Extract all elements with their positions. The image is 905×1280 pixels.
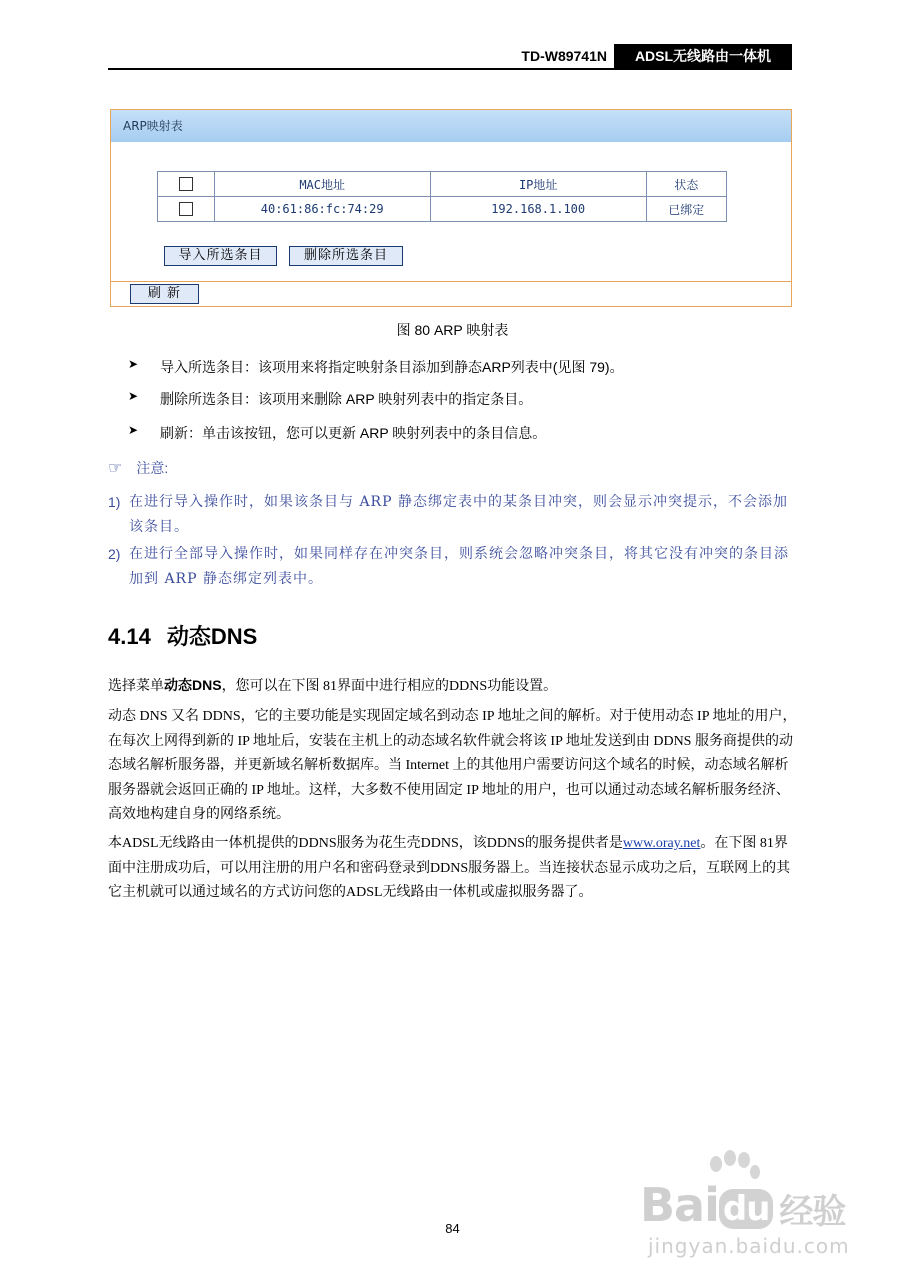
note-heading bbox=[108, 458, 168, 478]
oray-link[interactable]: www.oray.net bbox=[622, 836, 701, 851]
select-all-cell[interactable] bbox=[158, 172, 215, 197]
col-ip: IP地址 bbox=[430, 172, 646, 197]
section-title: 动态DNS bbox=[166, 624, 258, 649]
section-heading bbox=[108, 620, 257, 651]
watermark-brand bbox=[640, 1178, 845, 1233]
p3-text-post: 。在下图 81界面中注册成功后，可以用注册的用户名和密码登录到DDNS服务器上。当连接状态显示成功之后，互联网上的其它主机就可以通过域名的方式访问您的ADSL无线路由一体机或虚拟服务器了。 bbox=[108, 836, 791, 900]
p1-menu-name: 动态DNS bbox=[164, 677, 222, 693]
arrow-bullet-icon: ➤ bbox=[128, 357, 139, 371]
header-model: TD-W89741N bbox=[521, 48, 607, 64]
baidu-watermark bbox=[640, 1150, 860, 1265]
wm-bai: Bai bbox=[640, 1178, 719, 1232]
arp-table-panel bbox=[110, 109, 792, 307]
wm-cn: 经验 bbox=[779, 1192, 846, 1232]
note-number: 2) bbox=[108, 546, 121, 562]
bullet-text: 删除所选条目：该项用来删除 ARP 映射列表中的指定条目。 bbox=[160, 391, 533, 407]
bullet-text: 导入所选条目：该项用来将指定映射条目添加到静态ARP列表中(见图 79)。 bbox=[160, 359, 624, 375]
arp-table bbox=[157, 171, 727, 222]
arp-panel-title: ARP映射表 bbox=[111, 110, 791, 142]
page-number: 84 bbox=[445, 1221, 460, 1236]
figure-caption: 图 80 ARP 映射表 bbox=[396, 322, 509, 338]
select-all-checkbox[interactable] bbox=[179, 177, 193, 191]
watermark-site: jingyan.baidu.com bbox=[648, 1234, 850, 1258]
paragraph-1 bbox=[108, 673, 798, 700]
table-row bbox=[158, 197, 727, 222]
header-product: ADSL无线路由一体机 bbox=[614, 44, 792, 68]
note-text: 在进行全部导入操作时，如果同样存在冲突条目，则系统会忽略冲突条目，将其它没有冲突的条目添加到 ARP 静态绑定列表中。 bbox=[129, 546, 789, 587]
import-selected-button[interactable]: 导入所选条目 bbox=[164, 246, 277, 266]
arrow-bullet-icon: ➤ bbox=[128, 389, 139, 403]
p3-text-pre: 本ADSL无线路由一体机提供的DDNS服务为花生壳DDNS，该DDNS的服务提供者是 bbox=[108, 836, 623, 851]
row-select-cell[interactable] bbox=[158, 197, 215, 222]
paragraph-2: 动态 DNS 又名 DDNS，它的主要功能是实现固定域名到动态 IP 地址之间的解析。对于使用动态 IP 地址的用户，在每次上网得到新的 IP 地址后，安装在主机上的动态域名软件就会将该 IP 地址发送到由 DDNS 服务商提供的动态域名解析服务器，并更新域名解析数据库。当 Internet 上的其他用户需要访问这个域名的时候，动态域名解析服务器就会返回正确的 IP 地址。这样，大多数不使用固定 IP 地址的用户，也可以通过动态域名解析服务经济、高效地构建自身的网络系统。 bbox=[108, 709, 797, 822]
section-number: 4.14 bbox=[108, 624, 151, 649]
note-item bbox=[108, 542, 798, 592]
arp-table-header bbox=[158, 172, 727, 197]
header-rule bbox=[108, 68, 792, 70]
col-mac: MAC地址 bbox=[214, 172, 430, 197]
row-status: 已绑定 bbox=[646, 197, 726, 222]
p1-text-pre: 选择菜单 bbox=[108, 679, 164, 694]
note-title: 注意: bbox=[136, 460, 169, 476]
col-status: 状态 bbox=[646, 172, 726, 197]
row-mac: 40:61:86:fc:74:29 bbox=[214, 197, 430, 222]
note-number: 1) bbox=[108, 494, 121, 510]
delete-selected-button[interactable]: 删除所选条目 bbox=[289, 246, 403, 266]
row-checkbox[interactable] bbox=[179, 202, 193, 216]
wm-du: du bbox=[719, 1189, 774, 1229]
refresh-button[interactable]: 刷 新 bbox=[130, 284, 199, 304]
p1-text-post: ，您可以在下图 81界面中进行相应的DDNS功能设置。 bbox=[221, 679, 558, 694]
bullet-text: 刷新：单击该按钮，您可以更新 ARP 映射列表中的条目信息。 bbox=[160, 425, 547, 441]
note-item bbox=[108, 490, 798, 540]
pointing-hand-icon: ☞ bbox=[108, 460, 123, 477]
arrow-bullet-icon: ➤ bbox=[128, 423, 139, 437]
paragraph-3 bbox=[108, 832, 798, 906]
row-ip: 192.168.1.100 bbox=[430, 197, 646, 222]
note-text: 在进行导入操作时，如果该条目与 ARP 静态绑定表中的某条目冲突，则会显示冲突提示，不会添加该条目。 bbox=[129, 494, 788, 535]
arp-panel-footer bbox=[111, 281, 791, 306]
